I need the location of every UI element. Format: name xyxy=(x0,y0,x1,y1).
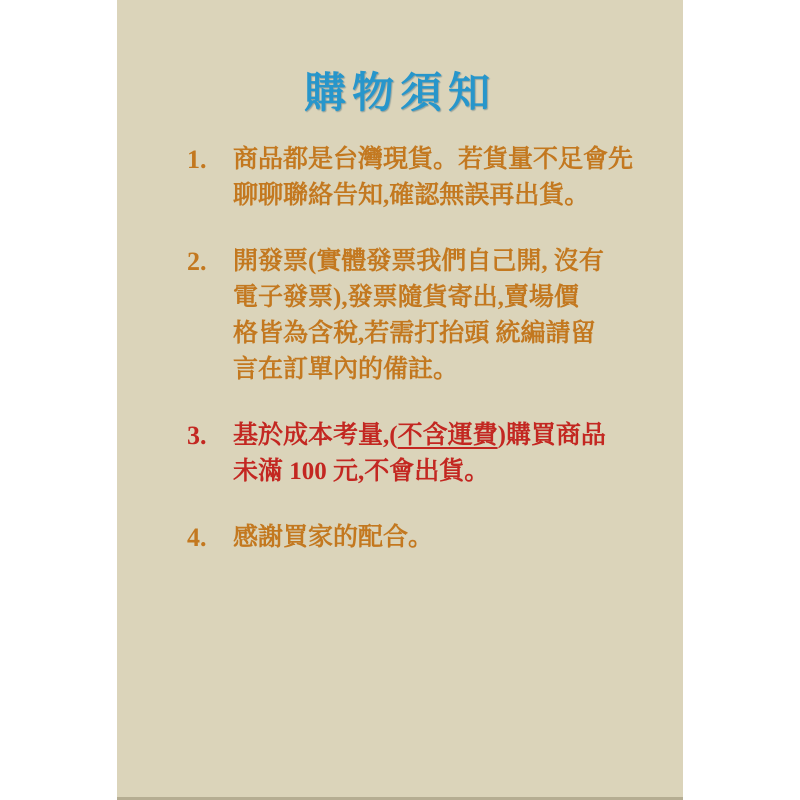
text-segment: 基於成本考量,( xyxy=(233,422,398,449)
underlined-text: 不含運費 xyxy=(397,422,498,449)
text-segment: )購買商品 xyxy=(497,422,606,449)
text-segment: 格皆為含稅,若需打抬頭 統編請留 xyxy=(233,320,596,347)
text-segment: 未滿 100 元,不會出貨。 xyxy=(233,458,490,485)
notice-line xyxy=(233,520,653,556)
notice-line xyxy=(233,454,653,490)
notice-item xyxy=(187,142,653,214)
text-segment: 電子發票),發票隨貨寄出,賣場價 xyxy=(233,284,579,311)
notice-line xyxy=(233,244,653,280)
text-segment: 感謝買家的配合。 xyxy=(233,524,434,551)
notice-line xyxy=(233,142,653,178)
page-title: 購物須知 xyxy=(303,71,496,117)
text-segment: 商品都是台灣現貨。若貨量不足會先 xyxy=(233,146,634,173)
text-segment: 言在訂單內的備註。 xyxy=(233,356,459,383)
notice-line xyxy=(233,316,653,352)
notice-line xyxy=(233,280,653,316)
notice-line xyxy=(233,352,653,388)
notice-list xyxy=(117,142,683,556)
text-segment: 聊聊聯絡告知,確認無誤再出貨。 xyxy=(233,182,590,209)
item-text xyxy=(233,244,653,388)
notice-card xyxy=(117,0,683,800)
notice-item xyxy=(187,520,653,556)
item-number: 4. xyxy=(187,523,207,552)
text-segment: 開發票(實體發票我們自己開, 沒有 xyxy=(233,248,604,275)
item-text xyxy=(233,142,653,214)
item-number: 2. xyxy=(187,247,207,276)
item-text xyxy=(233,418,653,490)
notice-line xyxy=(233,178,653,214)
notice-item xyxy=(187,418,653,490)
notice-item xyxy=(187,244,653,388)
notice-line xyxy=(233,418,653,454)
item-number: 3. xyxy=(187,421,207,450)
item-text xyxy=(233,520,653,556)
item-number: 1. xyxy=(187,145,207,174)
